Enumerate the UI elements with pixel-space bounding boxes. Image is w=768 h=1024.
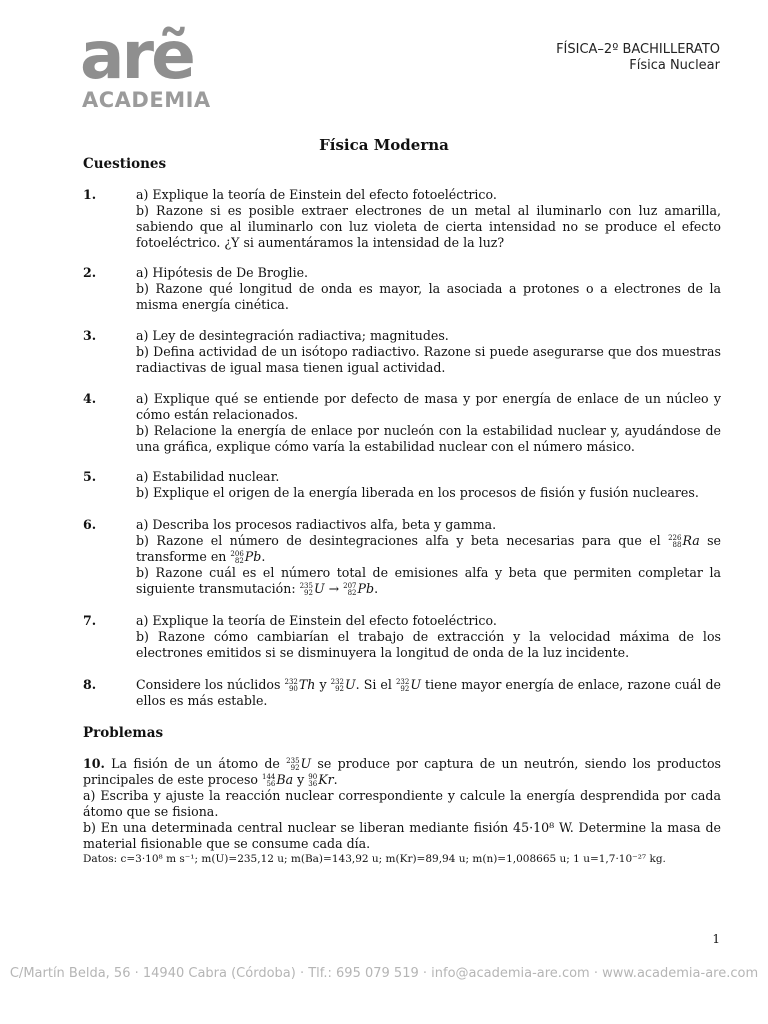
question-1 [83, 187, 721, 251]
logo-word: arẽ [80, 24, 193, 84]
question-part-b: b) Razone cómo cambiarían el trabajo de extracción y la velocidad máxima de los electrones emitidos si se disminuyera la longitud de onda de la luz incidente. [136, 629, 721, 660]
question-2 [83, 265, 721, 313]
question-number: 2. [83, 265, 97, 280]
question-part-b: b) Razone qué longitud de onda es mayor, la asociada a protones o a electrones de la misma energía cinética. [136, 281, 721, 312]
header-topic-line: Física Nuclear [629, 58, 720, 73]
question-number: 7. [83, 613, 97, 628]
question-part-a: a) Explique qué se entiende por defecto de masa y por energía de enlace de un núcleo y cómo están relacionados. [136, 391, 721, 422]
nuclide-u235-problem: 235 92 U [286, 756, 312, 772]
question-part-a: a) Describa los procesos radiactivos alfa, beta y gamma. [136, 517, 497, 532]
problem-part-a: a) Escriba y ajuste la reacción nuclear correspondiente y calcule la energía desprendida por cada átomo que se fisiona. [83, 788, 721, 819]
section-heading-cuestiones: Cuestiones [83, 156, 167, 172]
text-run: b) Razone cuál es el número total de emisiones alfa y beta que permiten completar la siguiente transmutación: [136, 565, 721, 596]
text-run: . Si el [355, 677, 396, 692]
text-run: b) Razone el número de desintegraciones alfa y beta necesarias para que el [136, 533, 669, 548]
question-8 [83, 677, 721, 709]
problem-data: Datos: c=3·10⁸ m s⁻¹; m(U)=235,12 u; m(Ba)=143,92 u; m(Kr)=89,94 u; m(n)=1,008665 u; 1 u=1,7·10⁻²⁷ kg. [83, 853, 666, 865]
question-7 [83, 613, 721, 661]
question-3 [83, 328, 721, 376]
question-part-a: a) Estabilidad nuclear. [136, 469, 280, 484]
question-part-b: b) Razone el número de desintegraciones alfa y beta necesarias para que el 226 88 Ra se transforme en 206 82 Pb. [136, 533, 721, 565]
nuclide-pb206: 206 82 Pb [230, 549, 262, 565]
page-title: Física Moderna [319, 136, 449, 154]
nuclide-u232-b: 232 92 U [395, 677, 421, 693]
text-run: y [315, 677, 331, 692]
problem-10 [83, 756, 721, 866]
problem-part-b: b) En una determinada central nuclear se liberan mediante fisión 45·10⁸ W. Determine la masa de material fisionable que se consume cada día. [83, 820, 721, 851]
question-6 [83, 517, 721, 597]
logo-subtitle: ACADEMIA [82, 88, 211, 112]
question-number: 4. [83, 391, 97, 406]
nuclide-u235: 235 92 U [299, 581, 325, 597]
header-course-line: FÍSICA–2º BACHILLERATO [556, 42, 720, 57]
question-text [136, 677, 721, 709]
question-part-b: b) Razone si es posible extraer electrones de un metal al iluminarlo con luz amarilla, sabiendo que al iluminarlo con luz violeta de cierta intensidad no se produce el efecto fotoeléctrico. ¿Y si aumentáramos la intensidad de la luz? [136, 203, 721, 250]
page-number: 1 [712, 932, 720, 946]
question-number: 8. [83, 677, 97, 692]
question-number: 3. [83, 328, 97, 343]
question-part-b-second: b) Razone cuál es el número total de emisiones alfa y beta que permiten completar la siguiente transmutación: 235 92 U → 207 82 Pb. [136, 565, 721, 597]
question-5 [83, 469, 721, 501]
arrow: → [324, 581, 344, 596]
nuclide-ba144: 144 56 Ba [262, 772, 294, 788]
question-number: 6. [83, 517, 97, 532]
nuclide-ra226: 226 88 Ra [668, 533, 700, 549]
footer-contact: C/Martín Belda, 56 · 14940 Cabra (Córdoba) · Tlf.: 695 079 519 · info@academia-are.com · www.academia-are.com [9, 966, 759, 981]
academia-logo [80, 24, 200, 84]
text-run: se transforme en [136, 533, 721, 564]
question-part-b: b) Explique el origen de la energía liberada en los procesos de fisión y fusión nucleares. [136, 485, 699, 500]
question-part-b: b) Relacione la energía de enlace por nucleón con la estabilidad nuclear y, ayudándose de una gráfica, explique cómo varía la estabilidad nuclear con el número másico. [136, 423, 721, 454]
question-number: 1. [83, 187, 97, 202]
question-part-a: a) Hipótesis de De Broglie. [136, 265, 309, 280]
nuclide-kr90: 90 36 Kr [308, 772, 334, 788]
question-part-b: b) Defina actividad de un isótopo radiactivo. Razone si puede asegurarse que dos muestras radiactivas de igual masa tienen igual actividad. [136, 344, 721, 375]
problem-statement: 10. La fisión de un átomo de 235 92 U se produce por captura de un neutrón, siendo los productos principales de este proceso 144 56 Ba y 90 36 Kr. [83, 756, 721, 788]
question-4 [83, 391, 721, 455]
nuclide-pb207: 207 82 Pb [343, 581, 375, 597]
nuclide-u232: 232 92 U [330, 677, 356, 693]
nuclide-th232: 232 90 Th [284, 677, 316, 693]
question-part-a: a) Explique la teoría de Einstein del efecto fotoeléctrico. [136, 613, 497, 628]
text-run: tiene mayor energía de enlace, razone cuál de ellos es más estable. [136, 677, 722, 708]
text-run: Considere los núclidos [136, 677, 285, 692]
question-part-a: a) Ley de desintegración radiactiva; magnitudes. [136, 328, 449, 343]
question-number: 5. [83, 469, 97, 484]
problem-number: 10. [83, 756, 105, 771]
section-heading-problemas: Problemas [83, 725, 164, 741]
question-part-a: a) Explique la teoría de Einstein del efecto fotoeléctrico. [136, 187, 497, 202]
header-course [556, 42, 720, 74]
